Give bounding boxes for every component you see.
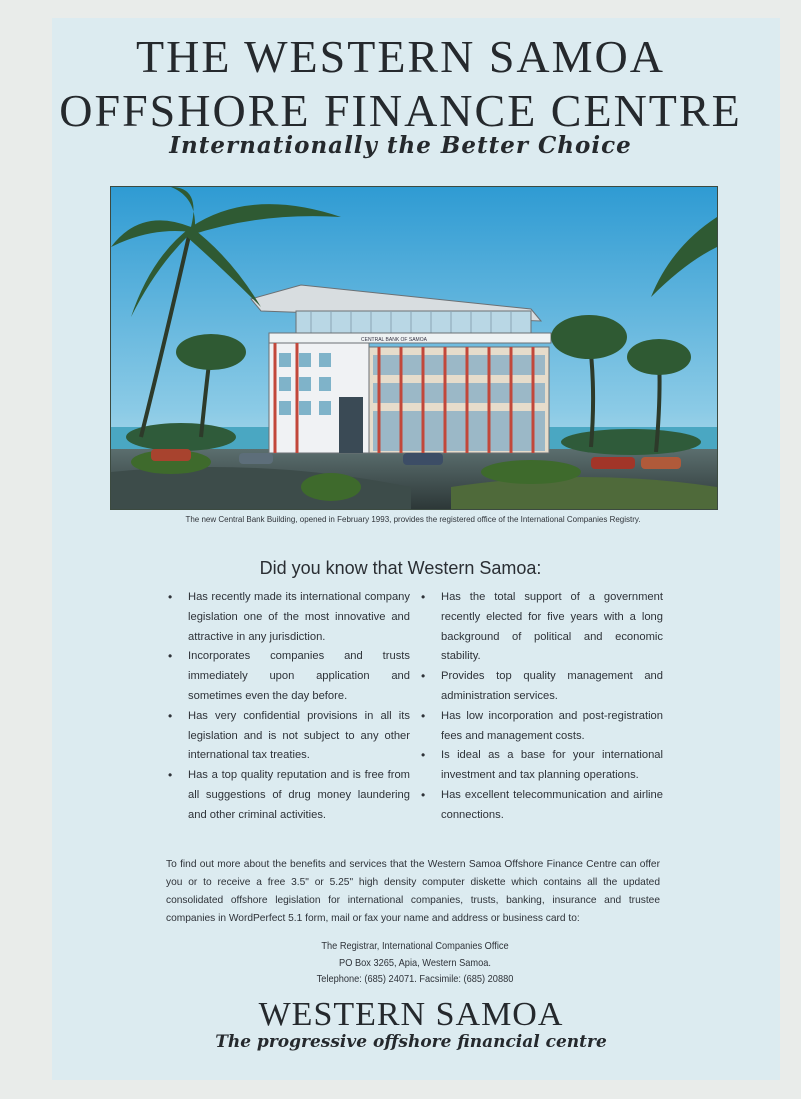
benefits-list-left: [168, 588, 410, 826]
bullet: •: [421, 669, 426, 684]
address-line: PO Box 3265, Apia, Western Samoa.: [339, 956, 491, 969]
bullet: •: [168, 768, 173, 783]
brand-logo-text: WESTERN SAMOA: [258, 996, 564, 1033]
list-item: • Has a top quality reputation and is free from all suggestions of drug money laundering and other criminal activities.: [168, 768, 410, 821]
bullet: •: [421, 787, 426, 802]
bullet: •: [421, 748, 426, 763]
bullet: •: [168, 649, 173, 664]
headline-tagline: Internationally the Better Choice: [169, 132, 632, 159]
list-item: • Is ideal as a base for your international investment and tax planning operations.: [421, 748, 663, 782]
bank-building: [251, 285, 551, 453]
list-item: • Has excellent telecommunication and airline connections.: [421, 787, 663, 821]
bullet: •: [168, 708, 173, 723]
list-item: • Incorporates companies and trusts immediately upon application and sometimes even the day before.: [168, 649, 410, 702]
building-sign-text: CENTRAL BANK OF SAMOA: [361, 337, 427, 343]
bullet: •: [421, 590, 426, 604]
list-item: • Provides top quality management and administration services.: [421, 669, 663, 702]
list-item: • Has very confidential provisions in all its legislation and is not subject to any other international tax treaties.: [168, 708, 410, 762]
list-item: • Has the total support of a government recently elected for five years with a long background of political and economic stability.: [421, 590, 663, 663]
contact-numbers: Telephone: (685) 24071. Facsimile: (685) 20880: [316, 973, 514, 985]
bullet: •: [421, 708, 426, 723]
registrar-address: [0, 938, 801, 988]
contact-paragraph: To find out more about the benefits and services that the Western Samoa Offshore Finance Centre can offer you or to receive a free 3.5" or 5.25" high density computer diskette which contains all the updated consolidated offshore legislation for international companies, trusts, banking, insurance and trustee companies in WordPerfect 5.1 form, mail or fax your name and address or business card to:: [166, 859, 660, 924]
headline-line-2: OFFSHORE FINANCE CENTRE: [59, 85, 742, 136]
headline-line-1: THE WESTERN SAMOA: [136, 31, 665, 82]
bullet: •: [168, 590, 173, 604]
benefits-list-right: [421, 588, 663, 826]
central-bank-building-illustration: [110, 186, 718, 510]
list-item: • Has low incorporation and post-registration fees and management costs.: [421, 708, 663, 742]
photo-caption: The new Central Bank Building, opened in February 1993, provides the registered office of the International Companies Registry.: [185, 515, 641, 524]
section-heading: Did you know that Western Samoa:: [259, 558, 542, 578]
list-item: • Has recently made its international company legislation one of the most innovative and attractive in any jurisdiction.: [168, 590, 410, 643]
address-line: The Registrar, International Companies Office: [321, 940, 509, 952]
brand-tagline: The progressive offshore financial centre: [215, 1032, 607, 1052]
